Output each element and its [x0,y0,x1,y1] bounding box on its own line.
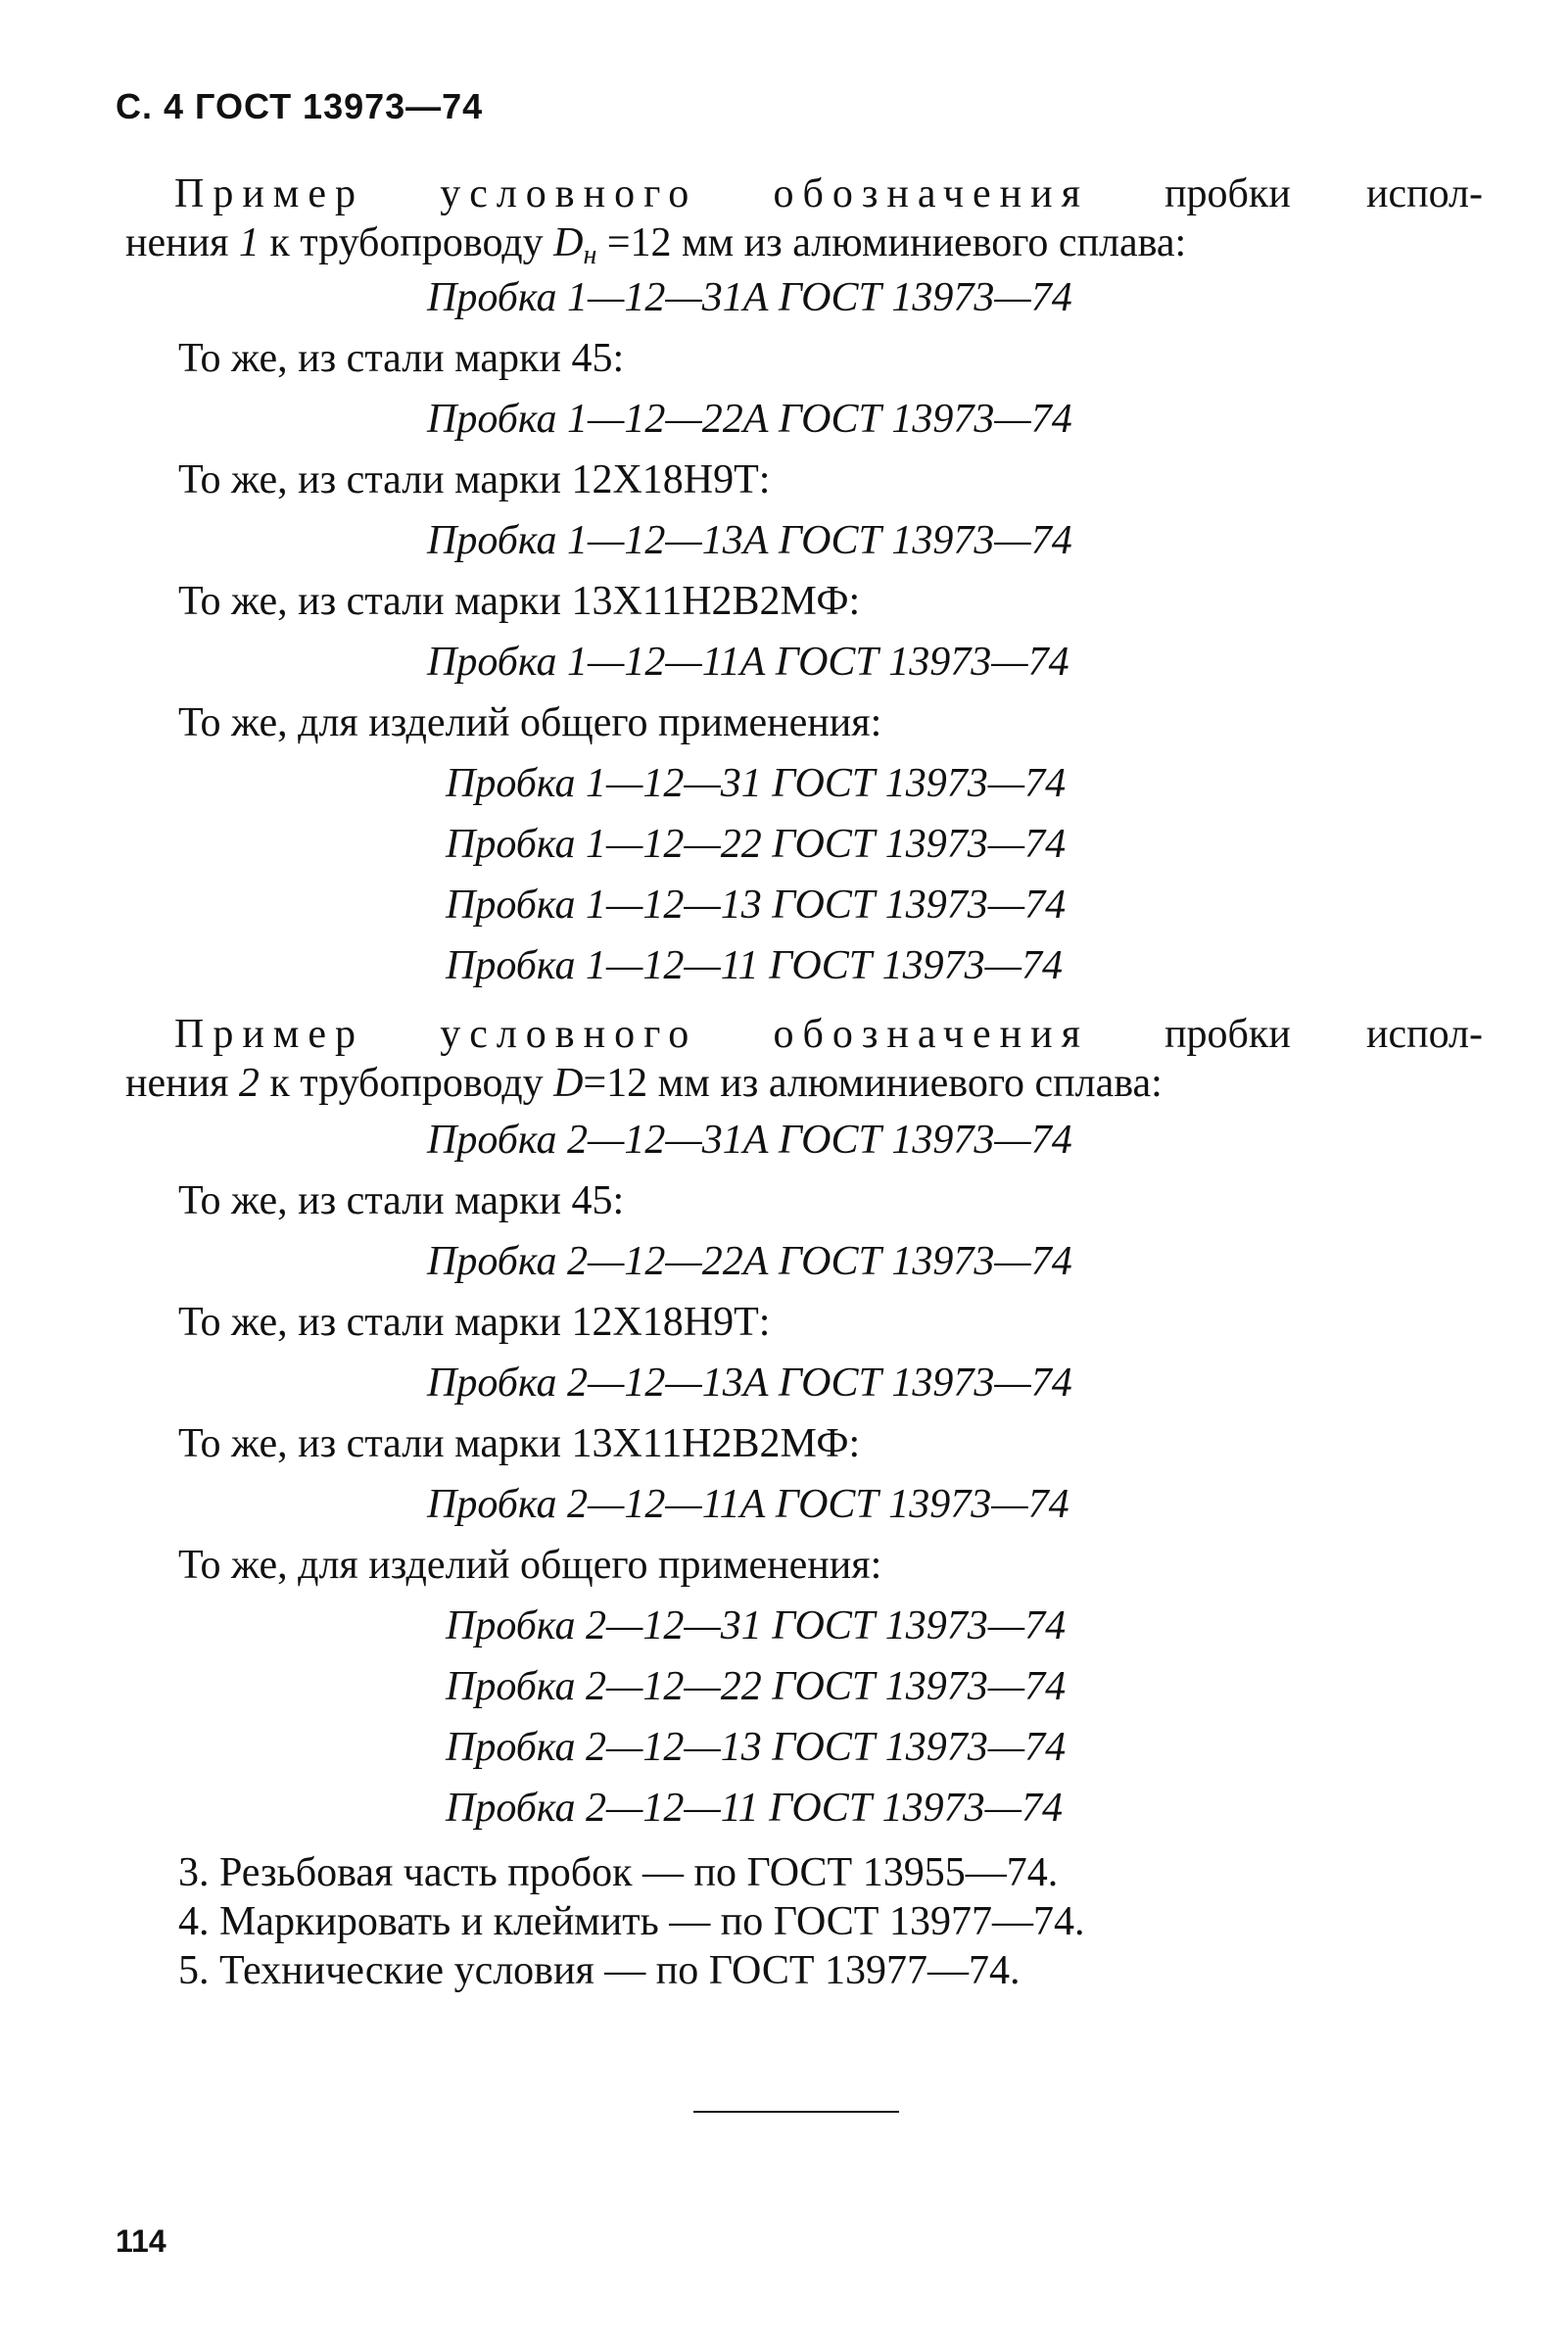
designation: Пробка 1—12—31А ГОСТ 13973—74 [427,275,1072,320]
designation: Пробка 2—12—13 ГОСТ 13973—74 [446,1725,1067,1770]
text-fragment: =12 мм из алюминиевого сплава: [606,220,1187,265]
variant-text: То же, из стали марки 13Х11Н2В2МФ: [178,1421,861,1466]
numbered-item-5: 5. Технические условия — по ГОСТ 13977—74. [178,1948,1021,1993]
designation: Пробка 1—12—11 ГОСТ 13973—74 [446,943,1063,988]
designation: Пробка 1—12—13 ГОСТ 13973—74 [446,883,1067,928]
word: обозначения [773,171,1089,216]
paragraph-2-line-2 [125,1058,1163,1109]
numbered-item-3: 3. Резьбовая часть пробок — по ГОСТ 13955—74. [178,1850,1059,1895]
variant-text: То же, из стали марки 12Х18Н9Т: [178,1300,771,1345]
paragraph-1-line-1 [174,168,1483,219]
word: Пример [174,171,365,216]
diameter-subscript: н [583,240,597,270]
designation: Пробка 2—12—22 ГОСТ 13973—74 [446,1664,1067,1709]
designation: Пробка 1—12—22 ГОСТ 13973—74 [446,822,1067,867]
variant-text: То же, из стали марки 45: [178,1178,625,1223]
word: обозначения [773,1012,1089,1057]
numbered-item-4: 4. Маркировать и клеймить — по ГОСТ 13977—74. [178,1899,1085,1944]
designation: Пробка 2—12—31А ГОСТ 13973—74 [427,1118,1072,1163]
designation: Пробка 2—12—11А ГОСТ 13973—74 [427,1482,1069,1527]
designation: Пробка 2—12—13А ГОСТ 13973—74 [427,1361,1072,1406]
word: Пример [174,1012,365,1057]
variant-text: То же, из стали марки 12Х18Н9Т: [178,457,771,502]
variant-number: 1 [238,220,260,265]
text-fragment: к трубопроводу [269,220,544,265]
word: испол- [1365,1012,1483,1057]
designation: Пробка 1—12—13А ГОСТ 13973—74 [427,518,1072,563]
text-fragment: =12 мм из алюминиевого сплава: [583,1061,1163,1106]
designation: Пробка 1—12—11А ГОСТ 13973—74 [427,640,1069,685]
page-header: С. 4 ГОСТ 13973—74 [116,86,484,126]
text-fragment: нения [125,1061,229,1106]
variant-text: То же, из стали марки 45: [178,336,625,381]
word: пробки [1164,1012,1291,1057]
section-divider [693,2111,899,2113]
designation: Пробка 1—12—31 ГОСТ 13973—74 [446,761,1067,806]
diameter-symbol: D [553,220,584,265]
paragraph-1-line-2 [125,217,1186,281]
paragraph-2-line-1 [174,1009,1483,1060]
word: условного [440,171,698,216]
word: условного [440,1012,698,1057]
word: испол- [1365,171,1483,216]
variant-text: То же, для изделий общего применения: [178,1543,882,1588]
designation: Пробка 2—12—31 ГОСТ 13973—74 [446,1603,1067,1648]
diameter-symbol: D [553,1061,584,1106]
variant-text: То же, для изделий общего применения: [178,700,882,745]
page-number: 114 [116,2223,166,2259]
designation: Пробка 1—12—22А ГОСТ 13973—74 [427,397,1072,442]
word: пробки [1164,171,1291,216]
text-fragment: к трубопроводу [269,1061,544,1106]
designation: Пробка 2—12—11 ГОСТ 13973—74 [446,1786,1063,1831]
variant-number: 2 [238,1061,260,1106]
designation: Пробка 2—12—22А ГОСТ 13973—74 [427,1239,1072,1284]
variant-text: То же, из стали марки 13Х11Н2В2МФ: [178,579,861,624]
text-fragment: нения [125,220,229,265]
